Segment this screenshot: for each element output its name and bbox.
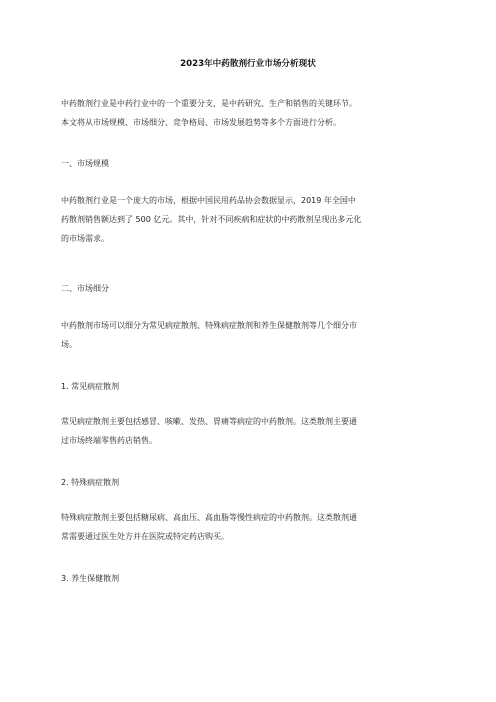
paragraph-line: 过市场终端零售药店销售。 xyxy=(61,436,157,445)
subheading-special-disease-powder: 2. 特殊病症散剂 xyxy=(61,478,120,487)
intro-paragraph xyxy=(61,94,441,132)
paragraph-line: 特殊病症散剂主要包括糖尿病、高血压、高血脂等慢性病症的中药散剂。这类散剂通 xyxy=(61,513,357,522)
market-segments-paragraph xyxy=(61,316,441,354)
paragraph-line: 常需要通过医生处方并在医院或特定药店购买。 xyxy=(61,532,229,541)
paragraph-line: 中药散剂市场可以细分为常见病症散剂、特殊病症散剂和养生保健散剂等几个细分市 xyxy=(61,321,357,330)
paragraph-line: 的市场需求。 xyxy=(61,234,109,243)
subheading-health-care-powder: 3. 养生保健散剂 xyxy=(61,574,120,583)
paragraph-line: 中药散剂行业是中药行业中的一个重要分支，是中药研究、生产和销售的关键环节。 xyxy=(61,99,357,108)
document-title: 2023年中药散剂行业市场分析现状 xyxy=(180,59,316,69)
paragraph-line: 药散剂销售额达到了 500 亿元。其中，针对不同疾病和症状的中药散剂呈现出多元化 xyxy=(61,215,362,224)
special-disease-paragraph xyxy=(61,508,441,546)
market-size-paragraph xyxy=(61,191,441,248)
section-heading-market-segments: 二、市场细分 xyxy=(61,284,109,293)
paragraph-line: 中药散剂行业是一个庞大的市场，根据中国民用药品协会数据显示，2019 年全国中 xyxy=(61,196,356,205)
paragraph-line: 常见病症散剂主要包括感冒、咳嗽、发热、胃痛等病症的中药散剂。这类散剂主要通 xyxy=(61,417,357,426)
paragraph-line: 场。 xyxy=(61,340,77,349)
common-disease-paragraph xyxy=(61,412,441,450)
section-heading-market-size: 一、市场规模 xyxy=(61,159,109,168)
subheading-common-disease-powder: 1. 常见病症散剂 xyxy=(61,382,120,391)
paragraph-line: 本文将从市场规模、市场细分、竞争格局、市场发展趋势等多个方面进行分析。 xyxy=(61,118,341,127)
